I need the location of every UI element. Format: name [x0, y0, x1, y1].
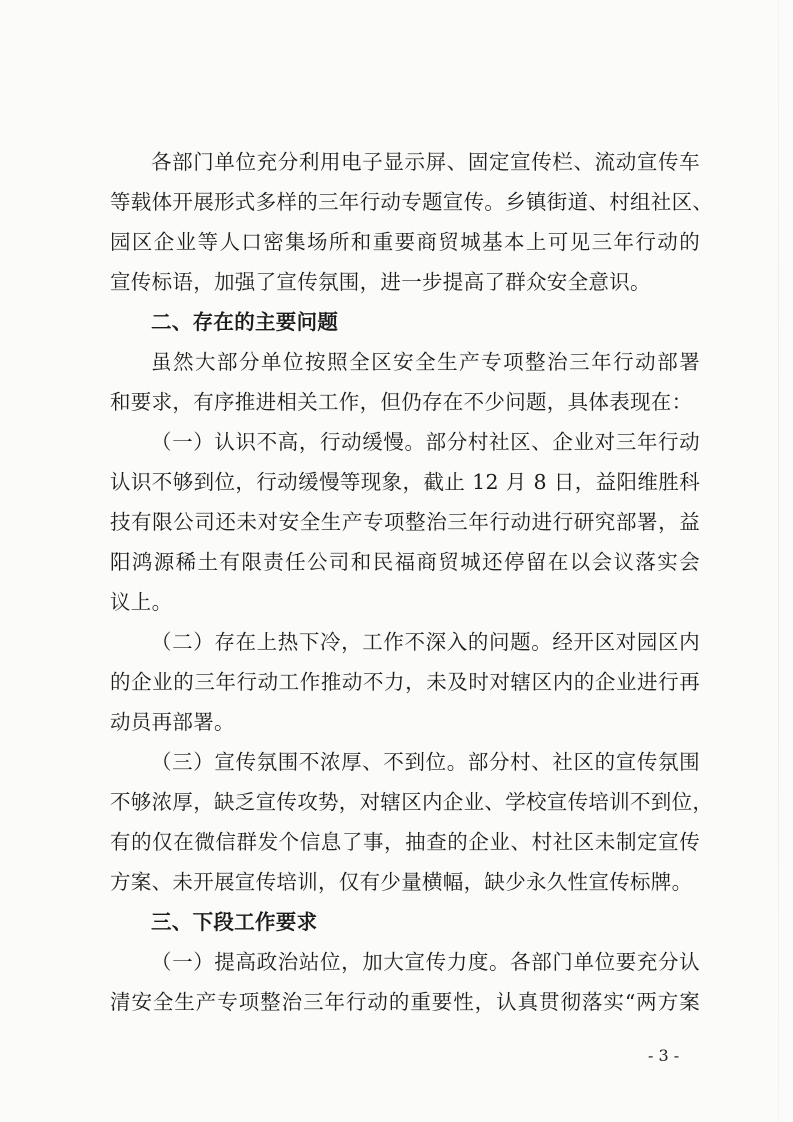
text-line: （三）宣传氛围不浓厚、不到位。部分村、社区的宣传氛围	[151, 750, 700, 774]
text-line: 不够浓厚，缺乏宣传攻势，对辖区内企业、学校宣传培训不到位，	[110, 790, 714, 814]
text-line: 园区企业等人口密集场所和重要商贸城基本上可见三年行动的	[110, 230, 700, 254]
text-line: 动员再部署。	[110, 710, 235, 734]
text-line: 阳鸿源稀土有限责任公司和民福商贸城还停留在以会议落实会	[110, 550, 700, 574]
text-line: 的企业的三年行动工作推动不力，未及时对辖区内的企业进行再	[110, 670, 700, 694]
paragraph	[110, 622, 700, 742]
section-heading: 二、存在的主要问题	[151, 310, 339, 334]
text-line: （一）认识不高，行动缓慢。部分村社区、企业对三年行动	[151, 430, 700, 454]
page-number: - 3 -	[648, 1046, 680, 1065]
paragraph	[110, 342, 700, 422]
text-line: 虽然大部分单位按照全区安全生产专项整治三年行动部署	[151, 350, 700, 374]
text-line: 和要求，有序推进相关工作，但仍存在不少问题，具体表现在：	[110, 390, 693, 414]
text-line: 方案、未开展宣传培训，仅有少量横幅，缺少永久性宣传标牌。	[110, 870, 693, 894]
text-line: （一）提高政治站位，加大宣传力度。各部门单位要充分认	[151, 950, 700, 974]
text-line: 议上。	[110, 590, 173, 614]
text-line: 宣传标语，加强了宣传氛围，进一步提高了群众安全意识。	[110, 270, 651, 294]
section-heading: 三、下段工作要求	[151, 910, 318, 934]
text-line: 技有限公司还未对安全生产专项整治三年行动进行研究部署，益	[110, 510, 700, 534]
document-body	[110, 142, 714, 1022]
paragraph	[110, 142, 714, 302]
text-line: 清安全生产专项整治三年行动的重要性，认真贯彻落实“两方案	[110, 990, 700, 1014]
paragraph	[110, 422, 700, 622]
text-line: 认识不够到位，行动缓慢等现象，截止 12 月 8 日，益阳维胜科	[110, 470, 700, 494]
paragraph	[110, 742, 714, 902]
scan-edge-shadow	[778, 0, 779, 1122]
text-line: 各部门单位充分利用电子显示屏、固定宣传栏、流动宣传车	[151, 150, 700, 174]
text-line: （二）存在上热下冷，工作不深入的问题。经开区对园区内	[151, 630, 700, 654]
paragraph	[110, 942, 700, 1022]
text-line: 等载体开展形式多样的三年行动专题宣传。乡镇街道、村组社区、	[110, 190, 714, 214]
text-line: 有的仅在微信群发个信息了事，抽查的企业、村社区未制定宣传	[110, 830, 700, 854]
